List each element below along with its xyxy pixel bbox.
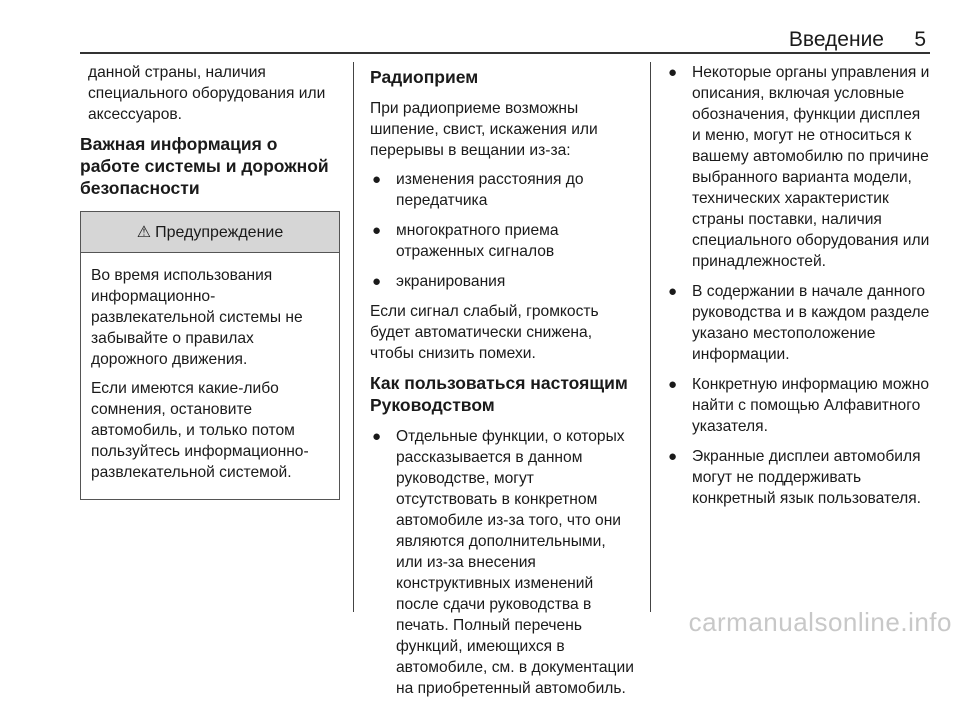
- list-item: ● многократного приема отраженных сигналов: [372, 222, 559, 260]
- page-title: Введение: [788, 28, 884, 51]
- warning-body: [81, 253, 339, 499]
- page-number: 5: [914, 28, 926, 51]
- manual-bullet-list: [370, 426, 634, 699]
- bullet-icon: ●: [372, 171, 382, 188]
- radio-bullet-list: [370, 169, 634, 292]
- bullet-icon: ●: [668, 376, 678, 393]
- page-header: [80, 22, 930, 56]
- signal-paragraph: Если сигнал слабый, громкость будет автоматически снижена, чтобы снизить помехи.: [370, 303, 599, 362]
- manual-notes-list: [666, 62, 930, 509]
- bullet-icon: ●: [372, 428, 382, 445]
- bullet-icon: ●: [372, 273, 382, 290]
- intro-text: данной страны, наличия специального оборудования или аксессуаров.: [88, 64, 326, 123]
- warning-paragraph: Во время использования информационно-развлекательной системы не забывайте о правилах дорожного движения.: [91, 267, 303, 368]
- bullet-icon: ●: [668, 448, 678, 465]
- column-2: [370, 62, 634, 708]
- list-item: ● В содержании в начале данного руководства и в каждом разделе указано местоположение информации.: [668, 283, 930, 363]
- bullet-icon: ●: [372, 222, 382, 239]
- bullet-icon: ●: [668, 64, 678, 81]
- column-divider-2: [650, 62, 651, 612]
- header-rule: [80, 52, 930, 54]
- list-item: ● Конкретную информацию можно найти с помощью Алфавитного указателя.: [668, 376, 930, 435]
- radio-heading: Радиоприем: [370, 67, 479, 87]
- radio-paragraph: При радиоприеме возможны шипение, свист, искажения или перерывы в вещании из-за:: [370, 100, 598, 159]
- warning-box: [80, 211, 340, 500]
- safety-heading: Важная информация о работе системы и дорожной безопасности: [80, 134, 329, 198]
- warning-title: Предупреждение: [155, 224, 284, 241]
- list-item: ● Некоторые органы управления и описания, включая условные обозначения, функции дисплея и меню, могут не относиться к вашему автомобилю по причине выбранного варианта модели, технических характеристик страны поставки, наличия специального оборудования или принадлежностей.: [668, 64, 930, 270]
- column-1: [80, 62, 342, 500]
- warning-paragraph: Если имеются какие-либо сомнения, остановите автомобиль, и только потом пользуйтесь информационно-развлекательной системой.: [91, 380, 309, 481]
- list-item: ● экранирования: [372, 273, 506, 290]
- list-item: ● Экранные дисплеи автомобиля могут не поддерживать конкретный язык пользователя.: [668, 448, 921, 507]
- list-item: ● изменения расстояния до передатчика: [372, 171, 584, 209]
- manual-usage-heading: Как пользоваться настоящим Руководством: [370, 373, 628, 415]
- column-divider-1: [353, 62, 354, 612]
- warning-header: [81, 212, 339, 253]
- list-item: ● Отдельные функции, о которых рассказывается в данном руководстве, могут отсутствовать в конкретном автомобиле из-за того, что они являются дополнительными, или из-за внесения конструктивных изменений после сдачи руководства в печать. Полный перечень функций, имеющихся в автомобиле, см. в документации на приобретенный автомобиль.: [372, 428, 634, 697]
- warning-triangle-icon: ⚠: [136, 224, 152, 241]
- watermark: carmanualsonline.info: [688, 607, 952, 637]
- bullet-icon: ●: [668, 283, 678, 300]
- column-3: [666, 62, 930, 518]
